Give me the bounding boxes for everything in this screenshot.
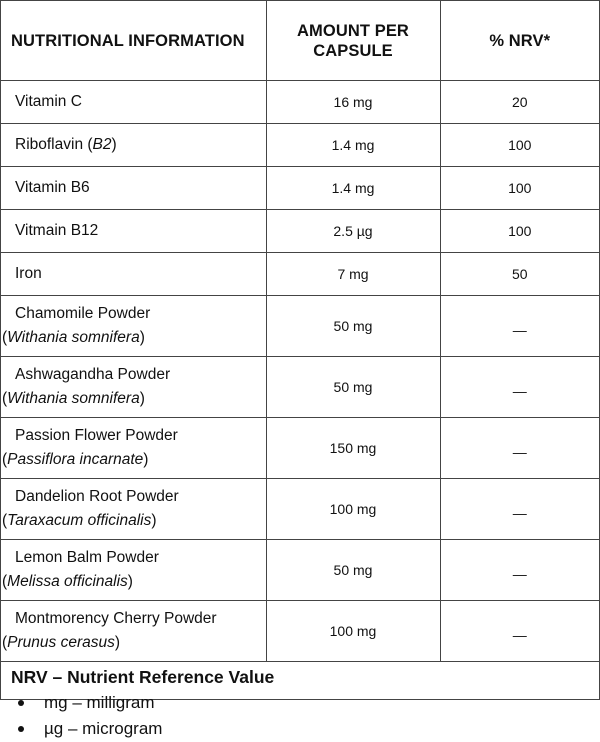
table-row (1, 253, 599, 296)
latin-name: (Withania somnifera) (2, 390, 145, 407)
nrv-value: — (440, 418, 599, 479)
legend-title: NRV – Nutrient Reference Value (11, 667, 275, 687)
latin-name: (Melissa officinalis) (2, 573, 133, 590)
name-italic: B2 (92, 136, 112, 153)
amount-value: 2.5 µg (266, 210, 440, 253)
latin-name-text: Withania somnifera (7, 390, 140, 407)
ingredient-name: Dandelion Root Powder (15, 488, 179, 505)
name-suffix: ) (111, 136, 117, 153)
nrv-value: — (440, 540, 599, 601)
table-row (1, 418, 599, 479)
nrv-value: — (440, 357, 599, 418)
nrv-value: — (440, 479, 599, 540)
legend-list (11, 690, 599, 742)
latin-name: (Taraxacum officinalis) (2, 512, 157, 529)
amount-value: 100 mg (266, 601, 440, 662)
amount-value: 50 mg (266, 296, 440, 357)
ingredient-cell (1, 418, 266, 479)
latin-name: (Withania somnifera) (2, 329, 145, 346)
nrv-value: 50 (440, 253, 599, 296)
bullet-icon (18, 726, 24, 732)
table-row (1, 210, 599, 253)
nrv-value: 100 (440, 124, 599, 167)
latin-name-text: Passiflora incarnate (7, 451, 144, 468)
table-row (1, 296, 599, 357)
amount-value: 1.4 mg (266, 124, 440, 167)
header-amount-line1: AMOUNT PER (297, 21, 409, 40)
amount-value: 150 mg (266, 418, 440, 479)
nrv-value: 20 (440, 81, 599, 124)
table-row (1, 124, 599, 167)
header-nutrient: NUTRITIONAL INFORMATION (1, 1, 266, 81)
ingredient-cell (1, 601, 266, 662)
ingredient-name: Ashwagandha Powder (15, 366, 171, 383)
amount-value: 7 mg (266, 253, 440, 296)
nrv-value: — (440, 296, 599, 357)
ingredient-cell (1, 540, 266, 601)
legend-item-text: mg – milligram (44, 693, 155, 712)
nutrient-name: Vitamin B6 (1, 167, 266, 210)
table-row (1, 357, 599, 418)
table-row (1, 601, 599, 662)
nutrition-table (1, 1, 599, 662)
latin-name-text: Melissa officinalis (7, 573, 128, 590)
name-prefix: Riboflavin ( (15, 136, 93, 153)
bullet-icon (18, 700, 24, 706)
nrv-value: 100 (440, 167, 599, 210)
nrv-value: — (440, 601, 599, 662)
ingredient-name: Lemon Balm Powder (15, 549, 159, 566)
header-amount-line2: CAPSULE (313, 41, 393, 60)
legend-item-text: µg – microgram (44, 719, 163, 738)
amount-value: 100 mg (266, 479, 440, 540)
ingredient-cell (1, 357, 266, 418)
amount-value: 50 mg (266, 357, 440, 418)
header-amount (266, 1, 440, 81)
legend-item (11, 716, 599, 742)
latin-name-text: Withania somnifera (7, 329, 140, 346)
header-nrv: % NRV* (440, 1, 599, 81)
amount-value: 50 mg (266, 540, 440, 601)
table-row (1, 540, 599, 601)
latin-name-text: Taraxacum officinalis (7, 512, 152, 529)
ingredient-cell (1, 479, 266, 540)
latin-name: (Passiflora incarnate) (2, 451, 149, 468)
nutrient-name (1, 124, 266, 167)
ingredient-name: Passion Flower Powder (15, 427, 178, 444)
ingredient-name: Montmorency Cherry Powder (15, 610, 217, 627)
nutrient-name: Vitmain B12 (1, 210, 266, 253)
nutrient-name: Vitamin C (1, 81, 266, 124)
latin-name-text: Prunus cerasus (7, 634, 115, 651)
nutrient-name: Iron (1, 253, 266, 296)
nrv-value: 100 (440, 210, 599, 253)
nrv-legend (1, 662, 599, 742)
ingredient-cell (1, 296, 266, 357)
legend-item (11, 690, 599, 716)
table-row (1, 167, 599, 210)
table-row (1, 479, 599, 540)
amount-value: 16 mg (266, 81, 440, 124)
amount-value: 1.4 mg (266, 167, 440, 210)
header-row (1, 1, 599, 81)
ingredient-name: Chamomile Powder (15, 305, 151, 322)
table-row (1, 81, 599, 124)
latin-name: (Prunus cerasus) (2, 634, 121, 651)
